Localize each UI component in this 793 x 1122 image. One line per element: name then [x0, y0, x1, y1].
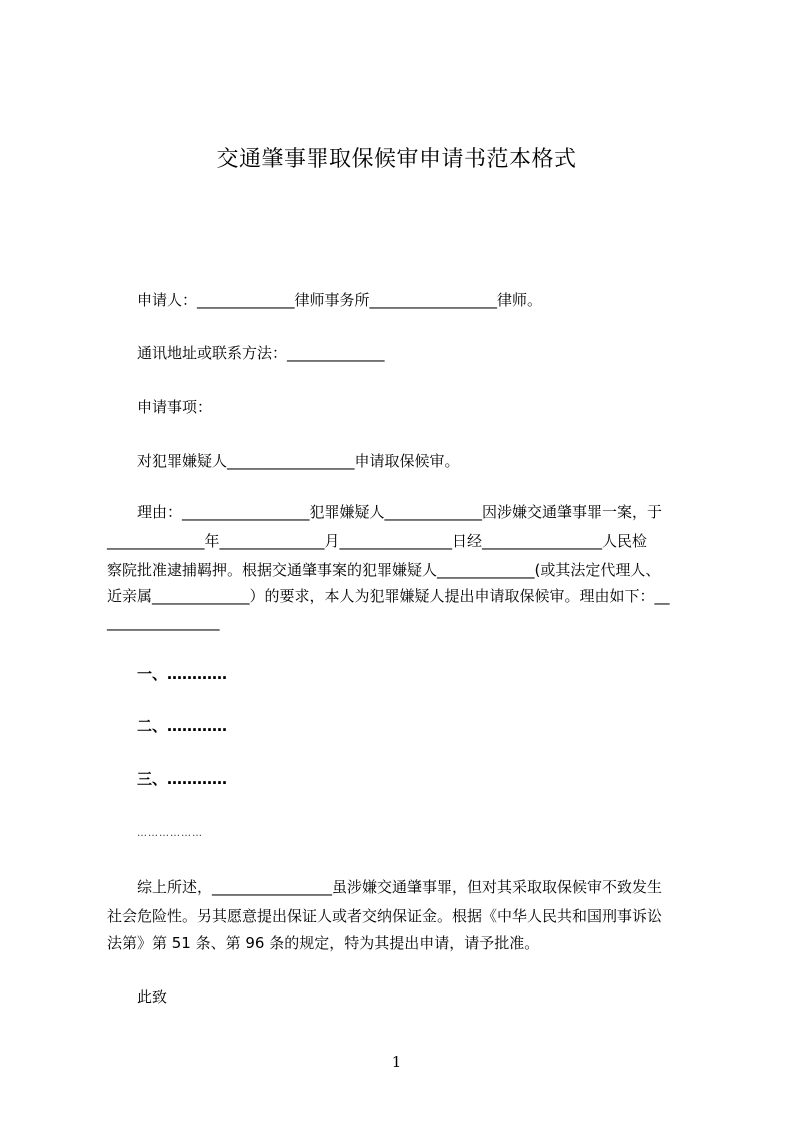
reason-item-3: 三、………… — [137, 770, 228, 788]
applicant-line: 申请人：_____________律师事务所_________________律师。 — [137, 291, 543, 309]
summary-line-3: 法第》第 51 条、第 96 条的规定，特为其提出申请，请予批准。 — [107, 934, 540, 952]
matter-line: 对犯罪嫌疑人_________________申请取保候审。 — [137, 452, 460, 470]
document-title: 交通肇事罪取保候审申请书范本格式 — [216, 147, 577, 172]
reason-item-2: 二、………… — [137, 717, 228, 735]
reason-line-4: 近亲属_____________）的要求，本人为犯罪嫌疑人提出申请取保候审。理由如下：__ — [107, 587, 670, 605]
contact-line: 通讯地址或联系方法：_____________ — [137, 344, 385, 362]
ellipsis-divider: ……………… — [137, 828, 203, 839]
reason-line-5: _______________ — [107, 613, 220, 631]
summary-line-2: 社会危险性。另其愿意提出保证人或者交纳保证金。根据《中华人民共和国刑事诉讼 — [107, 907, 663, 925]
reason-item-1: 一、………… — [137, 665, 228, 683]
page-number: 1 — [391, 1053, 402, 1071]
closing-line: 此致 — [137, 988, 168, 1006]
reason-line-1: 理由：_________________犯罪嫌疑人_____________因涉嫌交通肇事罪一案，于 — [137, 503, 663, 521]
summary-line-1: 综上所述，________________虽涉嫌交通肇事罪，但对其采取取保候审不致发生 — [137, 878, 663, 896]
matters-heading: 申请事项： — [137, 398, 213, 416]
reason-line-3: 察院批准逮捕羁押。根据交通肇事案的犯罪嫌疑人_____________(或其法定代理人、 — [107, 561, 661, 579]
reason-line-2: _____________年______________月_______________日经________________人民检 — [107, 532, 648, 550]
